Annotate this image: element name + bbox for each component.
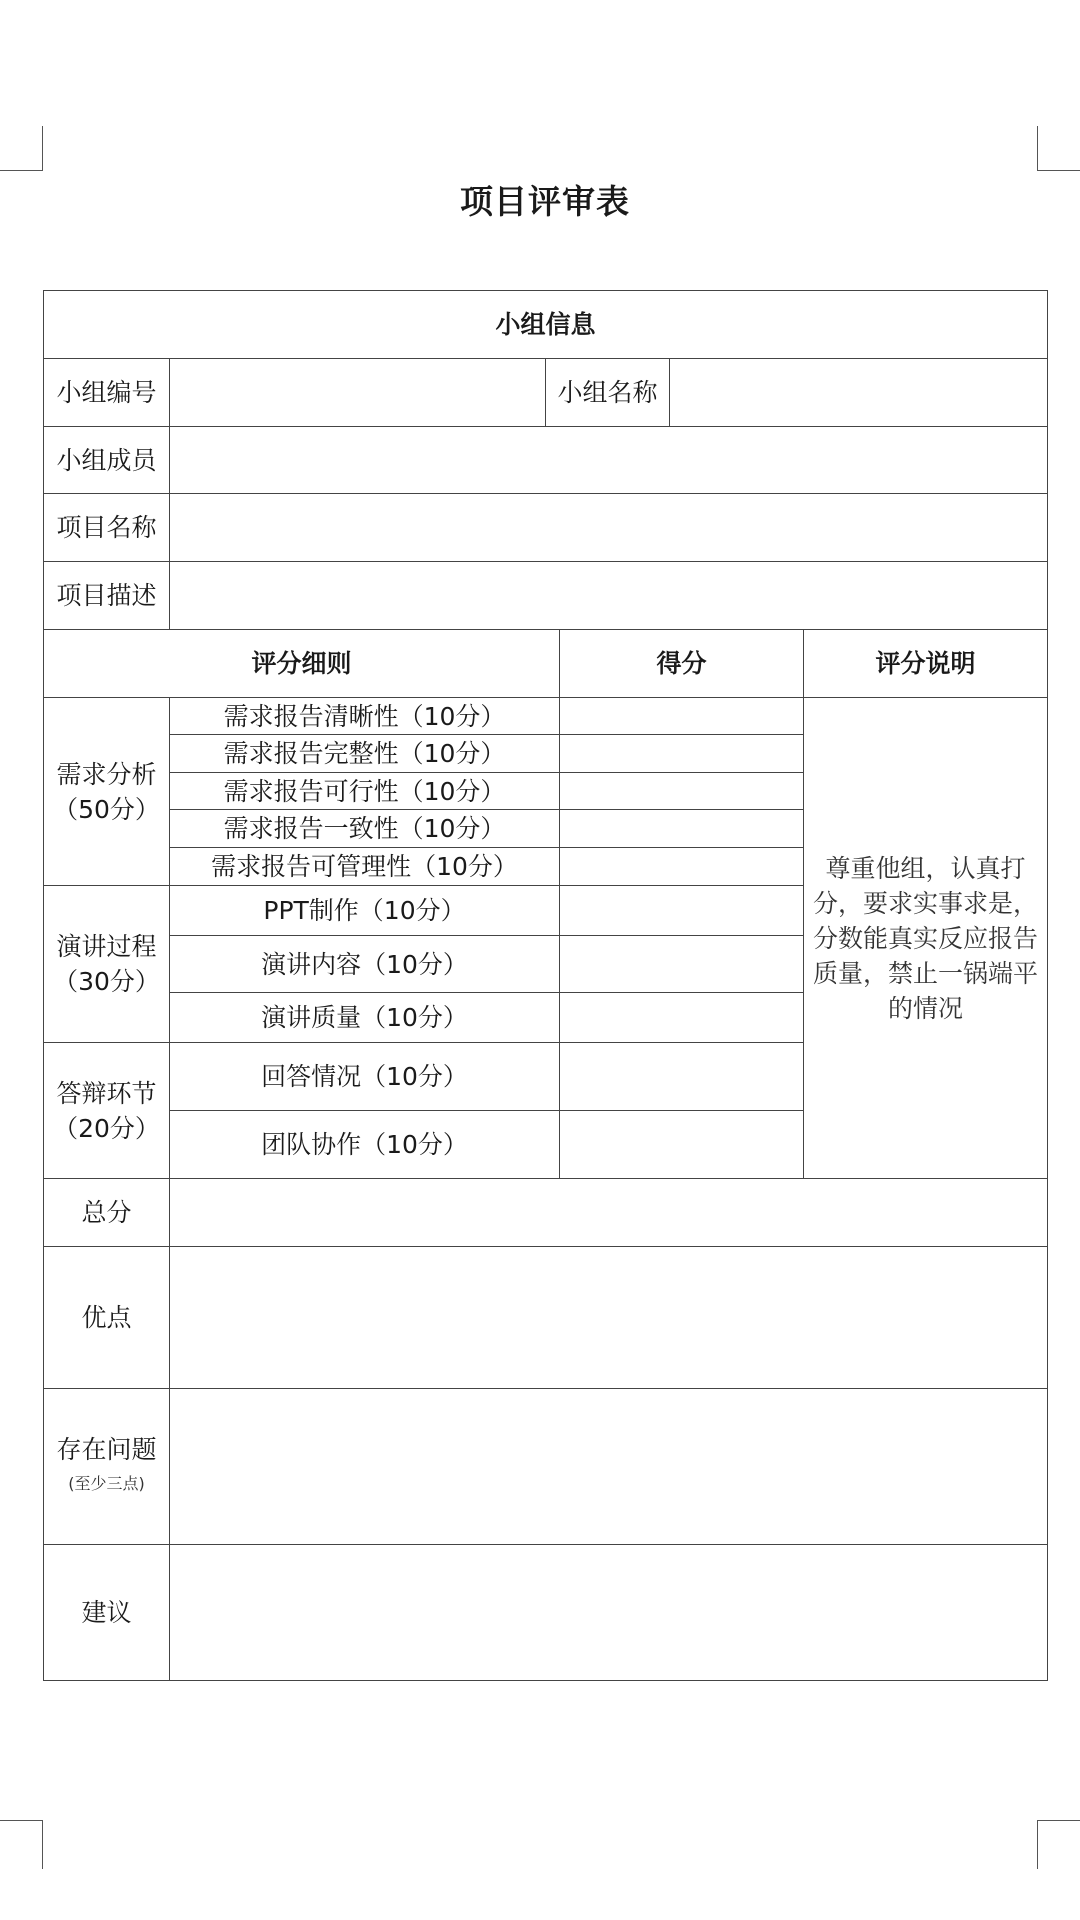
score-cell[interactable]: [560, 773, 804, 810]
crop-mark-bottom-left: [0, 1820, 43, 1869]
members-field[interactable]: [170, 427, 1048, 494]
criterion-label: 演讲质量（10分）: [170, 993, 560, 1043]
score-cell[interactable]: [560, 886, 804, 936]
score-cell[interactable]: [560, 1043, 804, 1111]
score-cell[interactable]: [560, 698, 804, 735]
suggestions-label: 建议: [44, 1545, 170, 1681]
group-name-label: 小组名称: [546, 359, 670, 427]
suggestions-field[interactable]: [170, 1545, 1048, 1681]
rules-header: 评分细则: [44, 630, 560, 698]
total-field[interactable]: [170, 1179, 1048, 1247]
crop-mark-top-left: [0, 126, 43, 171]
members-label: 小组成员: [44, 427, 170, 494]
strengths-label: 优点: [44, 1247, 170, 1389]
score-cell[interactable]: [560, 936, 804, 993]
criterion-label: 需求报告一致性（10分）: [170, 810, 560, 848]
score-cell[interactable]: [560, 810, 804, 848]
issues-note: (至少三点): [68, 1474, 145, 1494]
criterion-label: 需求报告可管理性（10分）: [170, 848, 560, 886]
criterion-label: 演讲内容（10分）: [170, 936, 560, 993]
group-number-label: 小组编号: [44, 359, 170, 427]
page-title: 项目评审表: [460, 182, 630, 221]
issues-label: 存在问题: [56, 1435, 157, 1465]
criterion-label: 回答情况（10分）: [170, 1043, 560, 1111]
explain-header: 评分说明: [804, 630, 1048, 698]
score-cell[interactable]: [560, 848, 804, 886]
criterion-label: 需求报告完整性（10分）: [170, 735, 560, 773]
group-info-heading: 小组信息: [44, 291, 1048, 359]
project-name-field[interactable]: [170, 494, 1048, 562]
criterion-label: 需求报告可行性（10分）: [170, 773, 560, 810]
issues-field[interactable]: [170, 1389, 1048, 1545]
score-cell[interactable]: [560, 1111, 804, 1179]
category-defense: 答辩环节（20分）: [44, 1043, 170, 1179]
criterion-label: PPT制作（10分）: [170, 886, 560, 936]
criterion-label: 团队协作（10分）: [170, 1111, 560, 1179]
review-form-table: [43, 290, 1048, 1681]
project-desc-label: 项目描述: [44, 562, 170, 630]
group-number-field[interactable]: [170, 359, 546, 427]
group-name-field[interactable]: [670, 359, 1048, 427]
crop-mark-top-right: [1037, 126, 1080, 171]
crop-mark-bottom-right: [1037, 1820, 1080, 1869]
project-name-label: 项目名称: [44, 494, 170, 562]
criterion-label: 需求报告清晰性（10分）: [170, 698, 560, 735]
total-label: 总分: [44, 1179, 170, 1247]
strengths-field[interactable]: [170, 1247, 1048, 1389]
issues-label-cell: [44, 1389, 170, 1545]
category-requirements: 需求分析（50分）: [44, 698, 170, 886]
scoring-explanation: 尊重他组，认真打分，要求实事求是，分数能真实反应报告质量，禁止一锅端平的情况: [804, 698, 1048, 1179]
category-presentation: 演讲过程（30分）: [44, 886, 170, 1043]
score-cell[interactable]: [560, 993, 804, 1043]
score-header: 得分: [560, 630, 804, 698]
project-desc-field[interactable]: [170, 562, 1048, 630]
score-cell[interactable]: [560, 735, 804, 773]
